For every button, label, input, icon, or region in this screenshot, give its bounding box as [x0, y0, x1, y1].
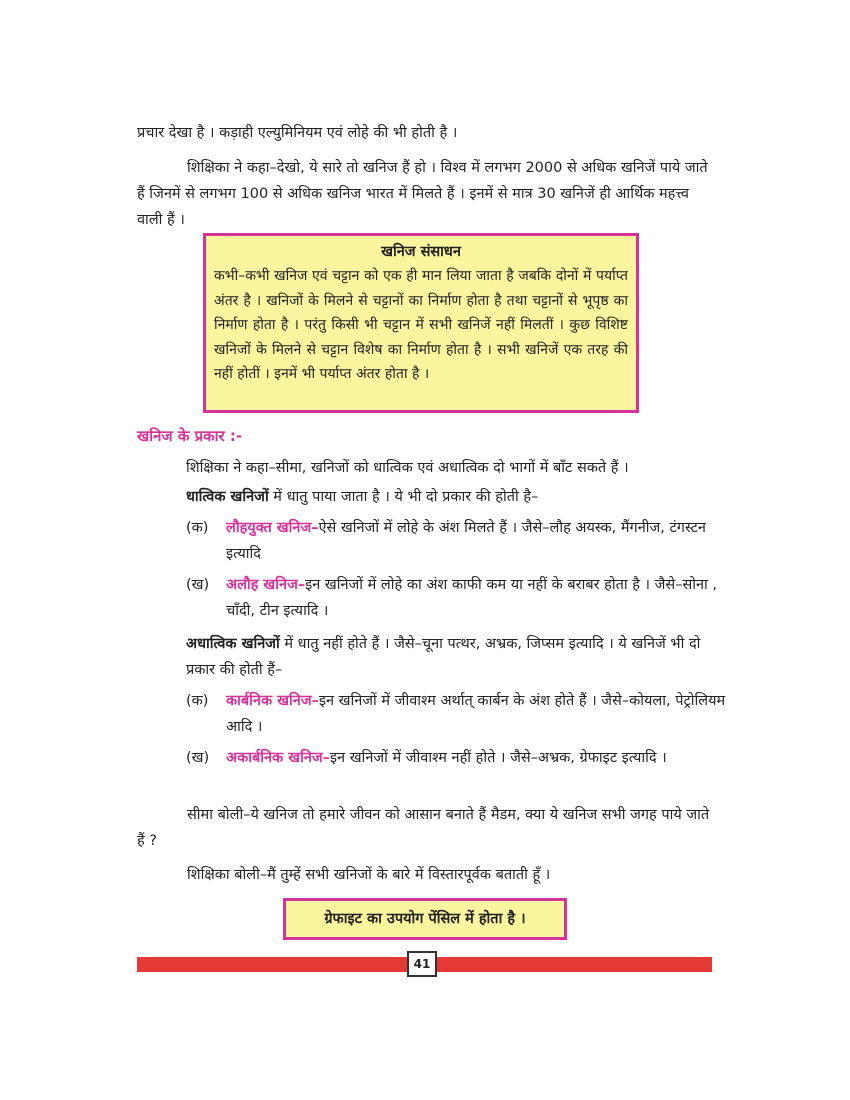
non-metallic-term: अधात्विक खनिजों	[186, 636, 280, 652]
paragraph-metallic	[186, 484, 716, 510]
paragraph-seema-question: सीमा बोली–ये खनिज तो हमारे जीवन को आसान बनाते हैं मैडम, क्या ये खनिज सभी जगह पाये जाते हैं ?	[137, 807, 710, 849]
section-heading: खनिज के प्रकार :-	[137, 427, 243, 445]
page-number: 41	[407, 951, 437, 977]
list-item-inorganic	[186, 745, 726, 771]
list-item-label: (ख)	[186, 577, 210, 593]
list-item-organic	[186, 688, 726, 740]
note-box-graphite: ग्रेफाइट का उपयोग पेंसिल में होता है ।	[283, 898, 567, 940]
list-item-text: ऐसे खनिजों में लोहे के अंश मिलते हैं । जैसे–लौह अयस्क, मैंगनीज, टंगस्टन इत्यादि	[226, 520, 706, 562]
paragraph-classification: शिक्षिका ने कहा–सीमा, खनिजों को धात्विक एवं अधात्विक दो भागों में बाँट सकते हैं ।	[186, 460, 629, 476]
list-item-term: अलौह खनिज–	[226, 577, 306, 593]
paragraph-non-metallic	[186, 631, 716, 683]
list-item-non-ferrous	[186, 572, 726, 624]
list-item-label: (ख)	[186, 750, 210, 766]
list-item-label: (क)	[186, 520, 209, 536]
list-item-text: इन खनिजों में लोहे का अंश काफी कम या नहीं के बराबर होता है । जैसे–सोना , चाँदी, टीन इत्यादि ।	[226, 577, 718, 619]
metallic-text: में धातु पाया जाता है । ये भी दो प्रकार की होती है–	[268, 489, 539, 505]
info-box-title: खनिज संसाधन	[381, 244, 461, 260]
info-box-mineral-resources	[203, 233, 639, 413]
list-item-term: लौहयुक्त खनिज–	[226, 520, 319, 536]
list-item-ferrous	[186, 515, 726, 567]
metallic-term: धात्विक खनिजों	[186, 489, 269, 505]
non-metallic-text: में धातु नहीं होते हैं । जैसे–चूना पत्थर, अभ्रक, जिप्सम इत्यादि । ये खनिजें भी दो प्रकार की होती हैं–	[186, 636, 701, 678]
list-item-term: कार्बनिक खनिज–	[226, 693, 319, 709]
list-item-text: इन खनिजों में जीवाश्म नहीं होते । जैसे–अभ्रक, ग्रेफाइट इत्यादि ।	[329, 750, 667, 766]
list-item-text: इन खनिजों में जीवाश्म अर्थात् कार्बन के अंश होते हैं । जैसे–कोयला, पेट्रोलियम आदि ।	[226, 693, 726, 735]
paragraph-teacher-reply: शिक्षिका बोली–मैं तुम्हें सभी खनिजों के बारे में विस्तारपूर्वक बताती हूँ ।	[187, 867, 551, 883]
paragraph-intro: प्रचार देखा है । कड़ाही एल्युमिनियम एवं लोहे की भी होती है ।	[137, 125, 458, 141]
info-box-text: कभी–कभी खनिज एवं चट्टान को एक ही मान लिया जाता है जबकि दोनों में पर्याप्त अंतर है । खनिजों के मिलने से चट्टानों का निर्माण होता है तथा चट्टानों से भूपृष्ठ का निर्माण होता है । परंतु किसी भी चट्टान में सभी खनिजें नहीं मिलतीं । कुछ विशिष्ट खनिजों के मिलने से चट्टान विशेष का निर्माण होता है । सभी खनिजें एक तरह की नहीं होतीं । इनमें भी पर्याप्त अंतर होता है ।	[214, 268, 628, 382]
paragraph-minerals-count: शिक्षिका ने कहा–देखो, ये सारे तो खनिज हैं हो । विश्व में लगभग 2000 से अधिक खनिजें पाये जाते हैं जिनमें से लगभग 100 से अधिक खनिज भारत में मिलते हैं । इनमें से मात्र 30 खनिजें ही आर्थिक महत्त्व वाली हैं ।	[137, 160, 708, 228]
list-item-label: (क)	[186, 693, 209, 709]
list-item-term: अकार्बनिक खनिज–	[226, 750, 330, 766]
